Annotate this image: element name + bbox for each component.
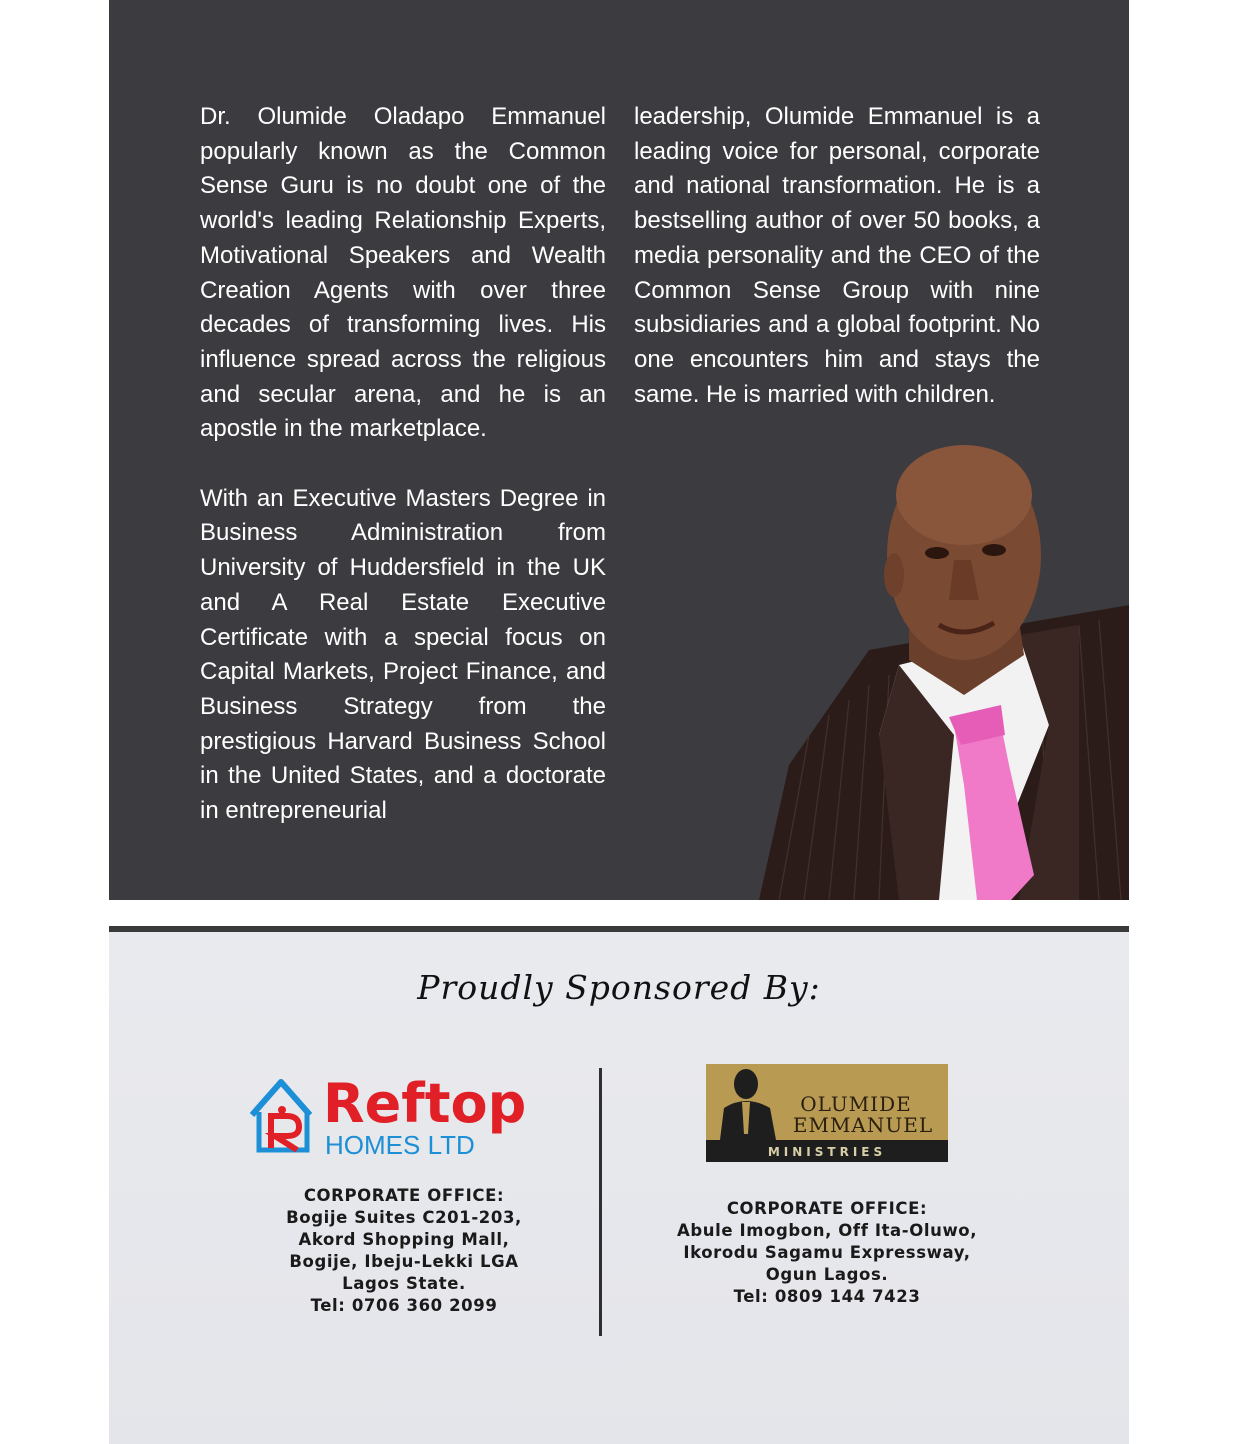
bio-paragraph-1: Dr. Olumide Oladapo Emmanuel popularly known as the Common Sense Guru is no doubt one of the world's leading Relationship Experts, Motivational Speakers and Wealth Creation Agents with over three decades of transforming lives. His influence spread across the religious and secular arena, and he is an apostle in the marketplace. [200, 103, 606, 443]
ministries-address-line: Ikorodu Sagamu Expressway, [683, 1243, 971, 1262]
ministries-phone: Tel: 0809 144 7423 [733, 1287, 921, 1306]
ministries-address-line: Ogun Lagos. [765, 1265, 889, 1284]
bio-paragraph-2: With an Executive Masters Degree in Business Administration from University of Huddersfield in the UK and A Real Estate Executive Certificate with a special focus on Capital Markets, Project Finance, and Business Strategy from the prestigious Harvard Business School in the United States, and a doctorate in entrepreneurial [200, 484, 606, 825]
divider-band [109, 900, 1129, 926]
svg-text:HOMES LTD: HOMES LTD [325, 1130, 475, 1160]
ministries-address-heading: CORPORATE OFFICE: [726, 1199, 928, 1218]
back-cover [109, 0, 1129, 1444]
svg-text:EMMANUEL: EMMANUEL [792, 1113, 934, 1137]
reftop-logo [249, 1070, 549, 1160]
bio-paragraph-3: leadership, Olumide Emmanuel is a leading voice for personal, corporate and national transformation. He is a bestselling author of over 50 books, a media personality and the CEO of the Common Sense Group with nine subsidiaries and a global footprint. No one encounters him and stays the same. He is married with children. [634, 103, 1040, 408]
sponsor-separator [599, 1068, 602, 1336]
sponsors-heading: Proudly Sponsored By: [417, 968, 821, 1007]
ministries-address [677, 1198, 977, 1308]
bio-column-right [634, 100, 1040, 412]
bio-column-left [200, 100, 606, 829]
ministries-address-line: Abule Imogbon, Off Ita-Oluwo, [677, 1221, 978, 1240]
reftop-address [254, 1185, 554, 1317]
reftop-phone: Tel: 0706 360 2099 [310, 1296, 498, 1315]
reftop-address-line: Bogije, Ibeju-Lekki LGA [289, 1252, 519, 1271]
sponsors-panel [109, 932, 1129, 1444]
reftop-address-heading: CORPORATE OFFICE: [303, 1186, 505, 1205]
author-portrait [749, 435, 1129, 900]
author-bio-panel [109, 0, 1129, 900]
olumide-emmanuel-ministries-logo [706, 1064, 948, 1162]
svg-text:Reftop: Reftop [323, 1072, 527, 1135]
reftop-address-line: Bogije Suites C201-203, [286, 1208, 522, 1227]
svg-text:OLUMIDE: OLUMIDE [800, 1092, 912, 1116]
reftop-address-line: Akord Shopping Mall, [298, 1230, 510, 1249]
svg-text:MINISTRIES: MINISTRIES [767, 1145, 887, 1159]
reftop-address-line: Lagos State. [342, 1274, 466, 1293]
